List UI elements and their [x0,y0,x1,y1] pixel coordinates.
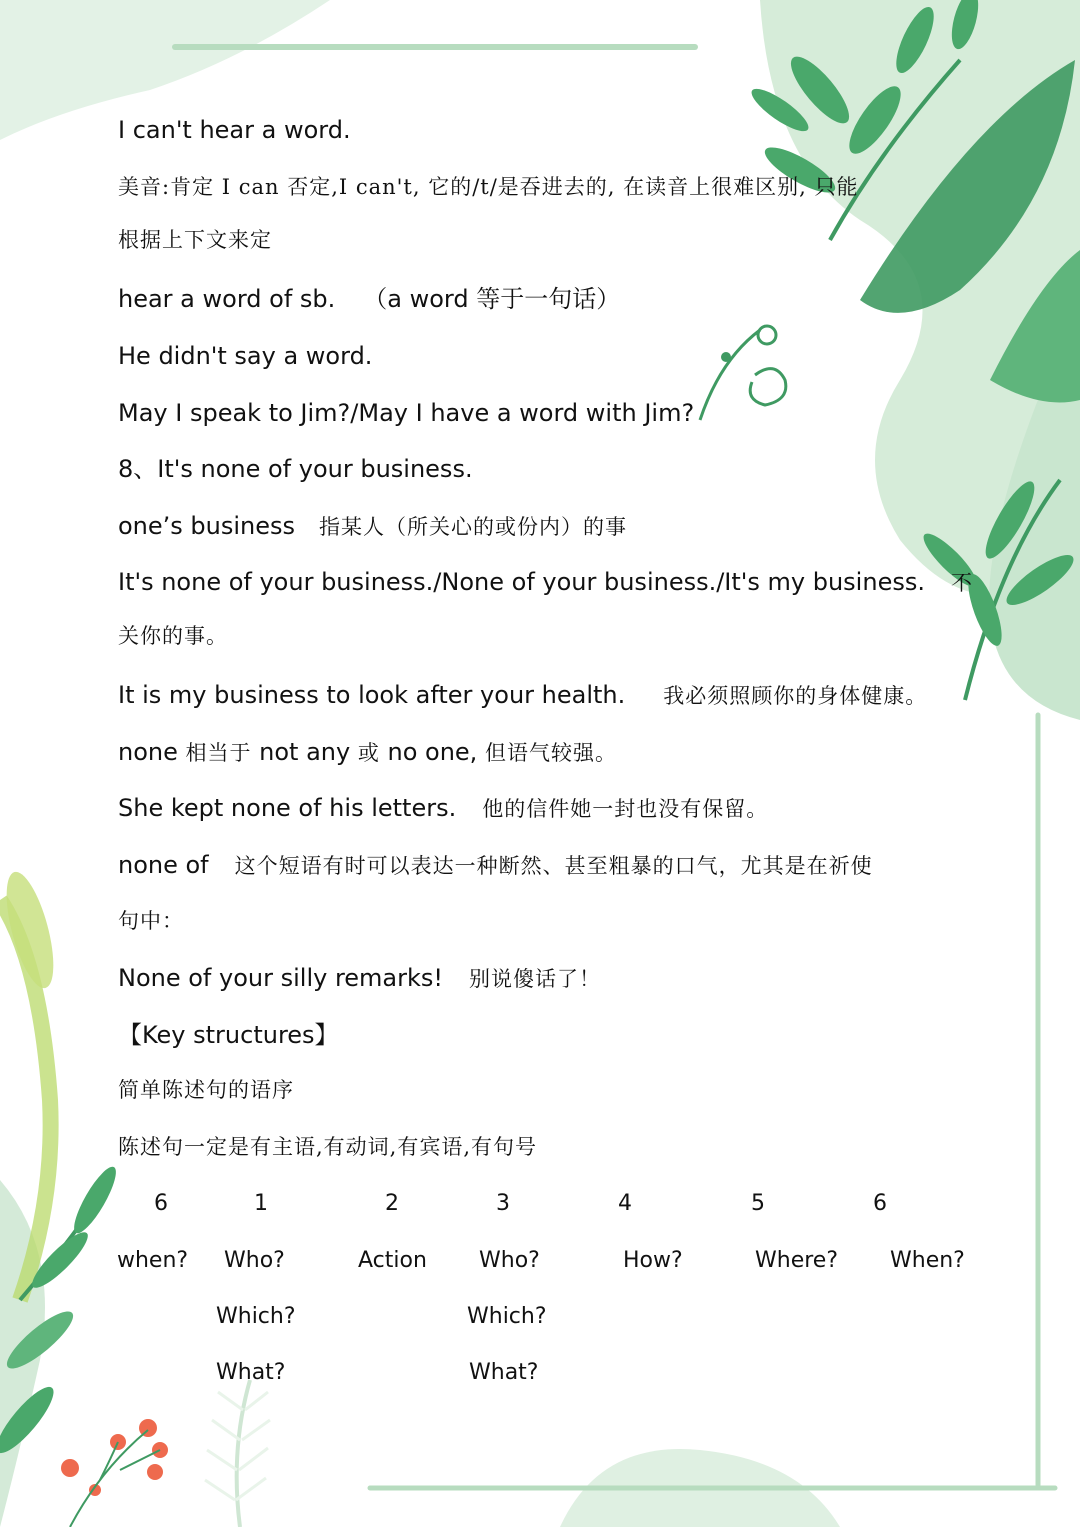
col-question-alt: Which? [216,1304,296,1329]
section-heading-key-structures: 【Key structures】 [118,1021,339,1049]
text-line-11 [118,679,927,712]
col-number: 2 [385,1191,399,1216]
phrase-cn: 别说傻话了！ [469,967,602,991]
col-question: Action [358,1248,427,1273]
text-line-8 [118,510,627,543]
text-line-14 [118,849,873,882]
text-line-5: He didn't say a word. [118,342,373,370]
col-number: 3 [496,1191,510,1216]
text-line-6: May I speak to Jim?/May I have a word with Jim? [118,399,695,427]
text-line-1: I can't hear a word. [118,116,351,144]
text-line-16 [118,962,601,995]
phrase-en: None of your silly remarks! [118,964,444,992]
spiral-ornament [700,326,786,420]
word-none: none [118,738,178,766]
phrase-en: hear a word of sb. [118,285,336,313]
phrase-cn: 他的信件她一封也没有保留。 [482,797,769,821]
cn-equivalent: 相当于 [185,741,252,765]
phrase-en: It is my business to look after your health. [118,681,626,709]
phrase-en: one’s business [118,512,296,540]
cn-stronger: 但语气较强。 [484,741,617,765]
col-question-alt: What? [469,1360,539,1385]
word-not-any: not any [259,738,351,766]
col-question: Who? [479,1248,540,1273]
col-question: when? [117,1248,189,1273]
cn-or: 或 [357,741,380,765]
col-question: Where? [755,1248,839,1273]
text-line-4 [118,283,620,315]
phrase-cn: 这个短语有时可以表达一种断然、甚至粗暴的口气，尤其是在祈使 [234,854,873,878]
phrase-note: （a word 等于一句话） [363,285,621,313]
col-number: 4 [618,1191,632,1216]
text-line-2: 美音:肯定 I can 否定,I can't, 它的/t/是吞进去的, 在读音上很难区别, 只能 [118,175,859,199]
word-no-one: no one, [387,738,478,766]
col-number: 5 [751,1191,765,1216]
dot-ornament [721,352,731,362]
berry-cluster [61,1419,168,1496]
col-question: When? [890,1248,965,1273]
text-line-12 [118,736,617,769]
text-line-3: 根据上下文来定 [118,228,272,252]
text-line-18: 简单陈述句的语序 [118,1078,294,1102]
phrase-cn: 我必须照顾你的身体健康。 [663,684,928,708]
fern-bottom-left [205,1380,270,1527]
col-question-alt: What? [216,1360,286,1385]
text-line-19: 陈述句一定是有主语,有动词,有宾语,有句号 [118,1135,538,1159]
col-question: Who? [224,1248,285,1273]
col-number: 1 [254,1191,268,1216]
phrase-en: It's none of your business./None of your business./It's my business. [118,568,925,596]
phrase-en: She kept none of his letters. [118,794,457,822]
col-number: 6 [154,1191,168,1216]
text-line-15: 句中： [118,909,184,933]
text-line-13 [118,792,768,825]
col-question-alt: Which? [467,1304,547,1329]
phrase-en: none of [118,851,209,879]
phrase-cn: 指某人（所关心的或份内）的事 [319,515,628,539]
text-line-10: 关你的事。 [118,624,228,648]
text-line-7: 8、It's none of your business. [118,455,473,483]
text-line-9 [118,566,973,599]
col-question: How? [623,1248,683,1273]
phrase-cn: 不 [950,571,973,595]
col-number: 6 [873,1191,887,1216]
